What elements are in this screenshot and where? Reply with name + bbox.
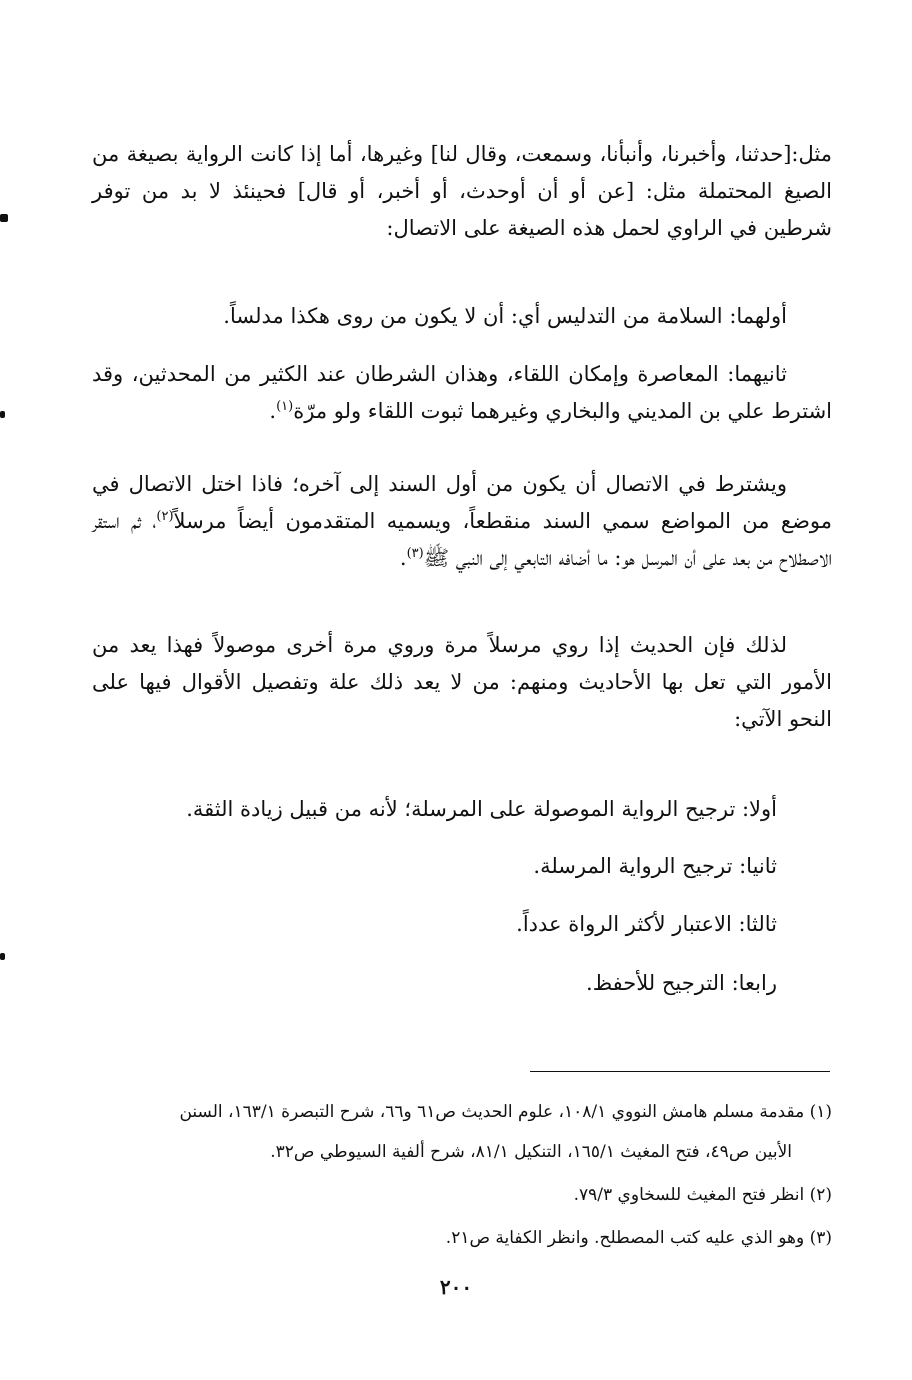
list-item-1: أولا: ترجيح الرواية الموصولة على المرسلة؛ لأنه من قبيل زيادة الثقة.	[186, 797, 777, 821]
footnote-3: (٣) وهو الذي عليه كتب المصطلح. وانظر الكفاية ص٢١.	[445, 1228, 832, 1248]
paragraph-text	[92, 356, 832, 430]
footnote-separator	[530, 1071, 830, 1072]
paragraph-text-body: ثانيهما: المعاصرة وإمكان اللقاء، وهذان الشرطان عند الكثير من المحدثين، وقد اشترط علي بن المديني والبخاري وغيرهما ثبوت اللقاء ولو مرّة	[92, 362, 832, 423]
scan-edge-mark	[0, 953, 5, 960]
page-number: ٢٠٠	[439, 1275, 473, 1299]
paragraph-3	[92, 356, 832, 430]
footnote-1-line-2: الأبين ص٤٩، فتح المغيث ١٦٥/١، التنكيل ٨١/١، شرح ألفية السيوطي ص٣٢.	[270, 1142, 792, 1162]
footnotes	[92, 1097, 832, 1253]
footnote-reference[interactable]: (٣)	[406, 546, 424, 561]
footnote-1-line-1: (١) مقدمة مسلم هامش النووي ١٠٨/١، علوم الحديث ص٦١ و٦٦، شرح التبصرة ١٦٣/١، السنن	[179, 1102, 832, 1122]
list-item-3: ثالثا: الاعتبار لأكثر الرواة عدداً.	[516, 912, 777, 936]
footnote-2: (٢) انظر فتح المغيث للسخاوي ٧٩/٣.	[573, 1185, 832, 1205]
paragraph-text: لذلك فإن الحديث إذا روي مرسلاً مرة وروي مرة أخرى موصولاً فهذا يعد من الأمور التي تعل بها الأحاديث ومنهم: من لا يعد ذلك علة وتفصيل الأقوال فيها على النحو الآتي:	[92, 633, 832, 731]
list-item-4: رابعا: الترجيح للأحفظ.	[586, 971, 777, 995]
paragraph-text: مثل:[حدثنا، وأخبرنا، وأنبأنا، وسمعت، وقال لنا] وغيرها، أما إذا كانت الرواية بصيغة من الصيغ المحتملة مثل: [عن أو أن أوحدث، أو أخبر، أو قال] فحينئذ لا بد من توفر شرطين في الراوي لحمل هذه الصيغة على الاتصال:	[92, 142, 832, 240]
paragraph-1	[92, 136, 832, 247]
paragraph-text-body: ، ثم استقر الاصطلاح من بعد على أن المرسل هو: ما أضافه التابعي إلى النبي ﷺ	[92, 509, 832, 570]
paragraph-4	[92, 466, 832, 577]
paragraph-text-body: ويشترط في الاتصال أن يكون من أول السند إلى آخره؛ فاذا اختل الاتصال في موضع من المواضع سمي السند منقطعاً، ويسميه المتقدمون أيضاً مرسلاً	[92, 472, 832, 533]
list-item-2: ثانيا: ترجيح الرواية المرسلة.	[533, 854, 777, 878]
paragraph-text	[92, 466, 832, 577]
paragraph-2	[92, 298, 832, 335]
paragraph-5	[92, 627, 832, 738]
footnote-reference[interactable]: (٢)	[156, 509, 174, 524]
paragraph-period: .	[399, 546, 407, 570]
scan-edge-mark	[0, 214, 8, 222]
scan-edge-mark	[0, 411, 5, 418]
footnote-reference[interactable]: (١)	[276, 399, 294, 414]
paragraph-period: .	[269, 399, 277, 423]
paragraph-text: أولهما: السلامة من التدليس أي: أن لا يكون من روى هكذا مدلساً.	[223, 304, 787, 328]
